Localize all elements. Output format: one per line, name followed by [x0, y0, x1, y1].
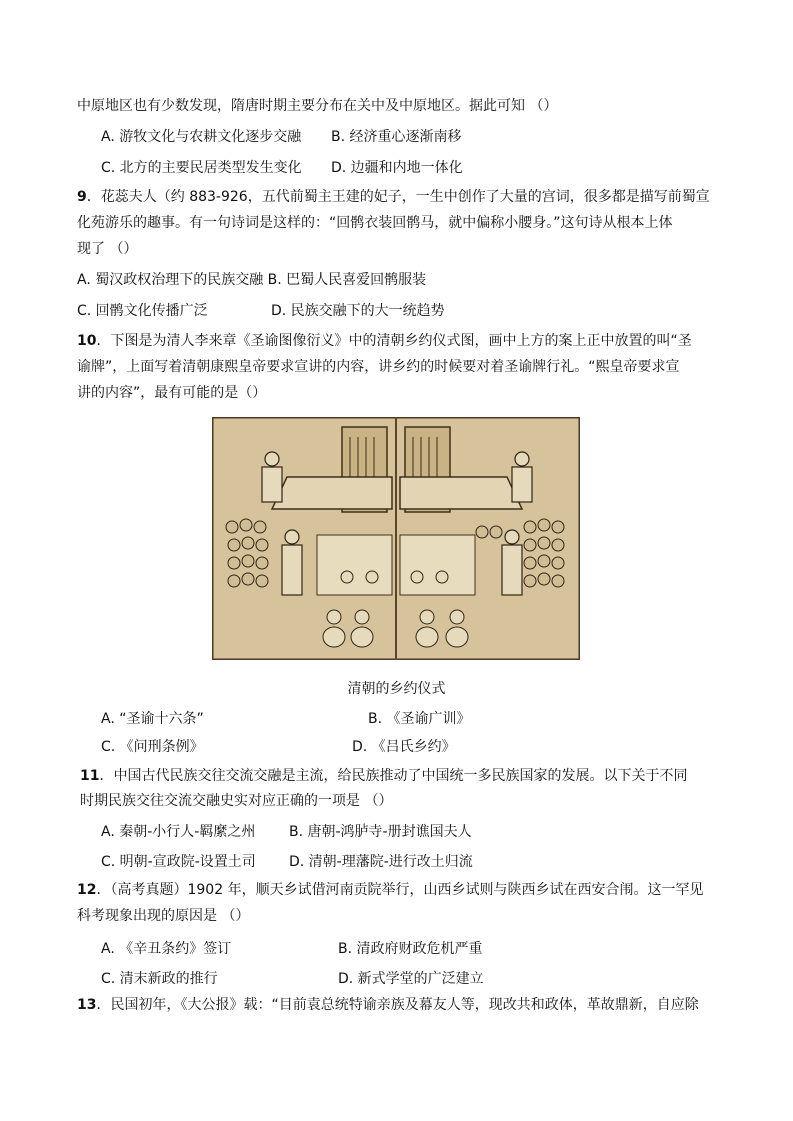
option-c: C. 回鹘文化传播广泛 — [77, 303, 208, 319]
question-text: 现了 （） — [77, 241, 138, 257]
option-a-b: A. 蜀汉政权治理下的民族交融 B. 巴蜀人民喜爱回鹘服装 — [77, 272, 427, 288]
question-text: ．民国初年，《大公报》载：“目前袁总统特谕亲族及幕友人等，现改共和政体，革故鼎新，自应除 — [96, 997, 699, 1013]
option-c: C. 北方的主要民居类型发生变化 — [101, 160, 302, 176]
question-text: 讲的内容”，最有可能的是（） — [77, 385, 267, 401]
option-d: D. 民族交融下的大一统趋势 — [271, 303, 445, 319]
question-number: 13 — [77, 997, 97, 1013]
xiangyue-ceremony-illustration — [212, 417, 580, 660]
option-b: B. 《圣谕广训》 — [368, 711, 471, 727]
question-text: 中原地区也有少数发现，隋唐时期主要分布在关中及中原地区。据此可知 （） — [77, 98, 558, 114]
question-number: 11 — [80, 768, 100, 784]
question-text: 化苑游乐的趣事。有一句诗词是这样的：“回鹘衣装回鹘马，就中偏称小腰身。”这句诗从根本上体 — [77, 215, 673, 231]
question-13 — [77, 995, 699, 1015]
option-b: B. 唐朝-鸿胪寺-册封谯国夫人 — [289, 824, 472, 840]
question-number: 12 — [77, 882, 97, 898]
question-text: 时期民族交往交流交融史实对应正确的一项是 （） — [80, 793, 393, 809]
question-10 — [77, 331, 692, 351]
option-d: D. 新式学堂的广泛建立 — [338, 971, 484, 987]
option-c: C. 清末新政的推行 — [101, 971, 218, 987]
option-a: A. “圣谕十六条” — [101, 711, 204, 727]
option-c: C. 《问刑条例》 — [101, 739, 204, 755]
woodblock-print-illustration — [212, 417, 580, 660]
question-text: 谕牌”，上面写着清朝康熙皇帝要求宣讲的内容，讲乡约的时候要对着圣谕牌行礼。“熙皇帝要求宣 — [77, 359, 680, 375]
option-d: D. 清朝-理藩院-进行改土归流 — [289, 854, 473, 870]
question-number: 10 — [77, 333, 97, 349]
option-a: A. 《辛丑条约》签订 — [101, 941, 232, 957]
option-c: C. 明朝-宣政院-设置土司 — [101, 854, 256, 870]
figure-caption: 清朝的乡约仪式 — [347, 681, 446, 697]
question-text: ．（高考真题）1902 年，顺天乡试借河南贡院举行，山西乡试则与陕西乡试在西安合闱。这一罕见 — [96, 882, 704, 898]
option-a: A. 游牧文化与农耕文化逐步交融 — [101, 129, 302, 145]
question-text: ．中国古代民族交往交流交融是主流，给民族推动了中国统一多民族国家的发展。以下关于不同 — [99, 768, 688, 784]
question-text: ．下图是为清人李来章《圣谕图像衍义》中的清朝乡约仪式图，画中上方的案上正中放置的叫“圣 — [96, 333, 692, 349]
question-text: 科考现象出现的原因是 （） — [77, 908, 250, 924]
question-text: ．花蕊夫人（约 883-926，五代前蜀主王建的妃子，一生中创作了大量的宫词，很多都是描写前蜀宣 — [86, 189, 710, 205]
option-d: D. 边疆和内地一体化 — [331, 160, 463, 176]
question-9 — [77, 187, 710, 207]
option-b: B. 清政府财政危机严重 — [338, 941, 483, 957]
option-d: D. 《吕氏乡约》 — [352, 739, 456, 755]
question-11 — [80, 766, 687, 786]
question-number: 9 — [77, 189, 87, 205]
option-a: A. 秦朝-小行人-羁縻之州 — [101, 824, 256, 840]
question-12 — [77, 880, 704, 900]
option-b: B. 经济重心逐渐南移 — [331, 129, 462, 145]
